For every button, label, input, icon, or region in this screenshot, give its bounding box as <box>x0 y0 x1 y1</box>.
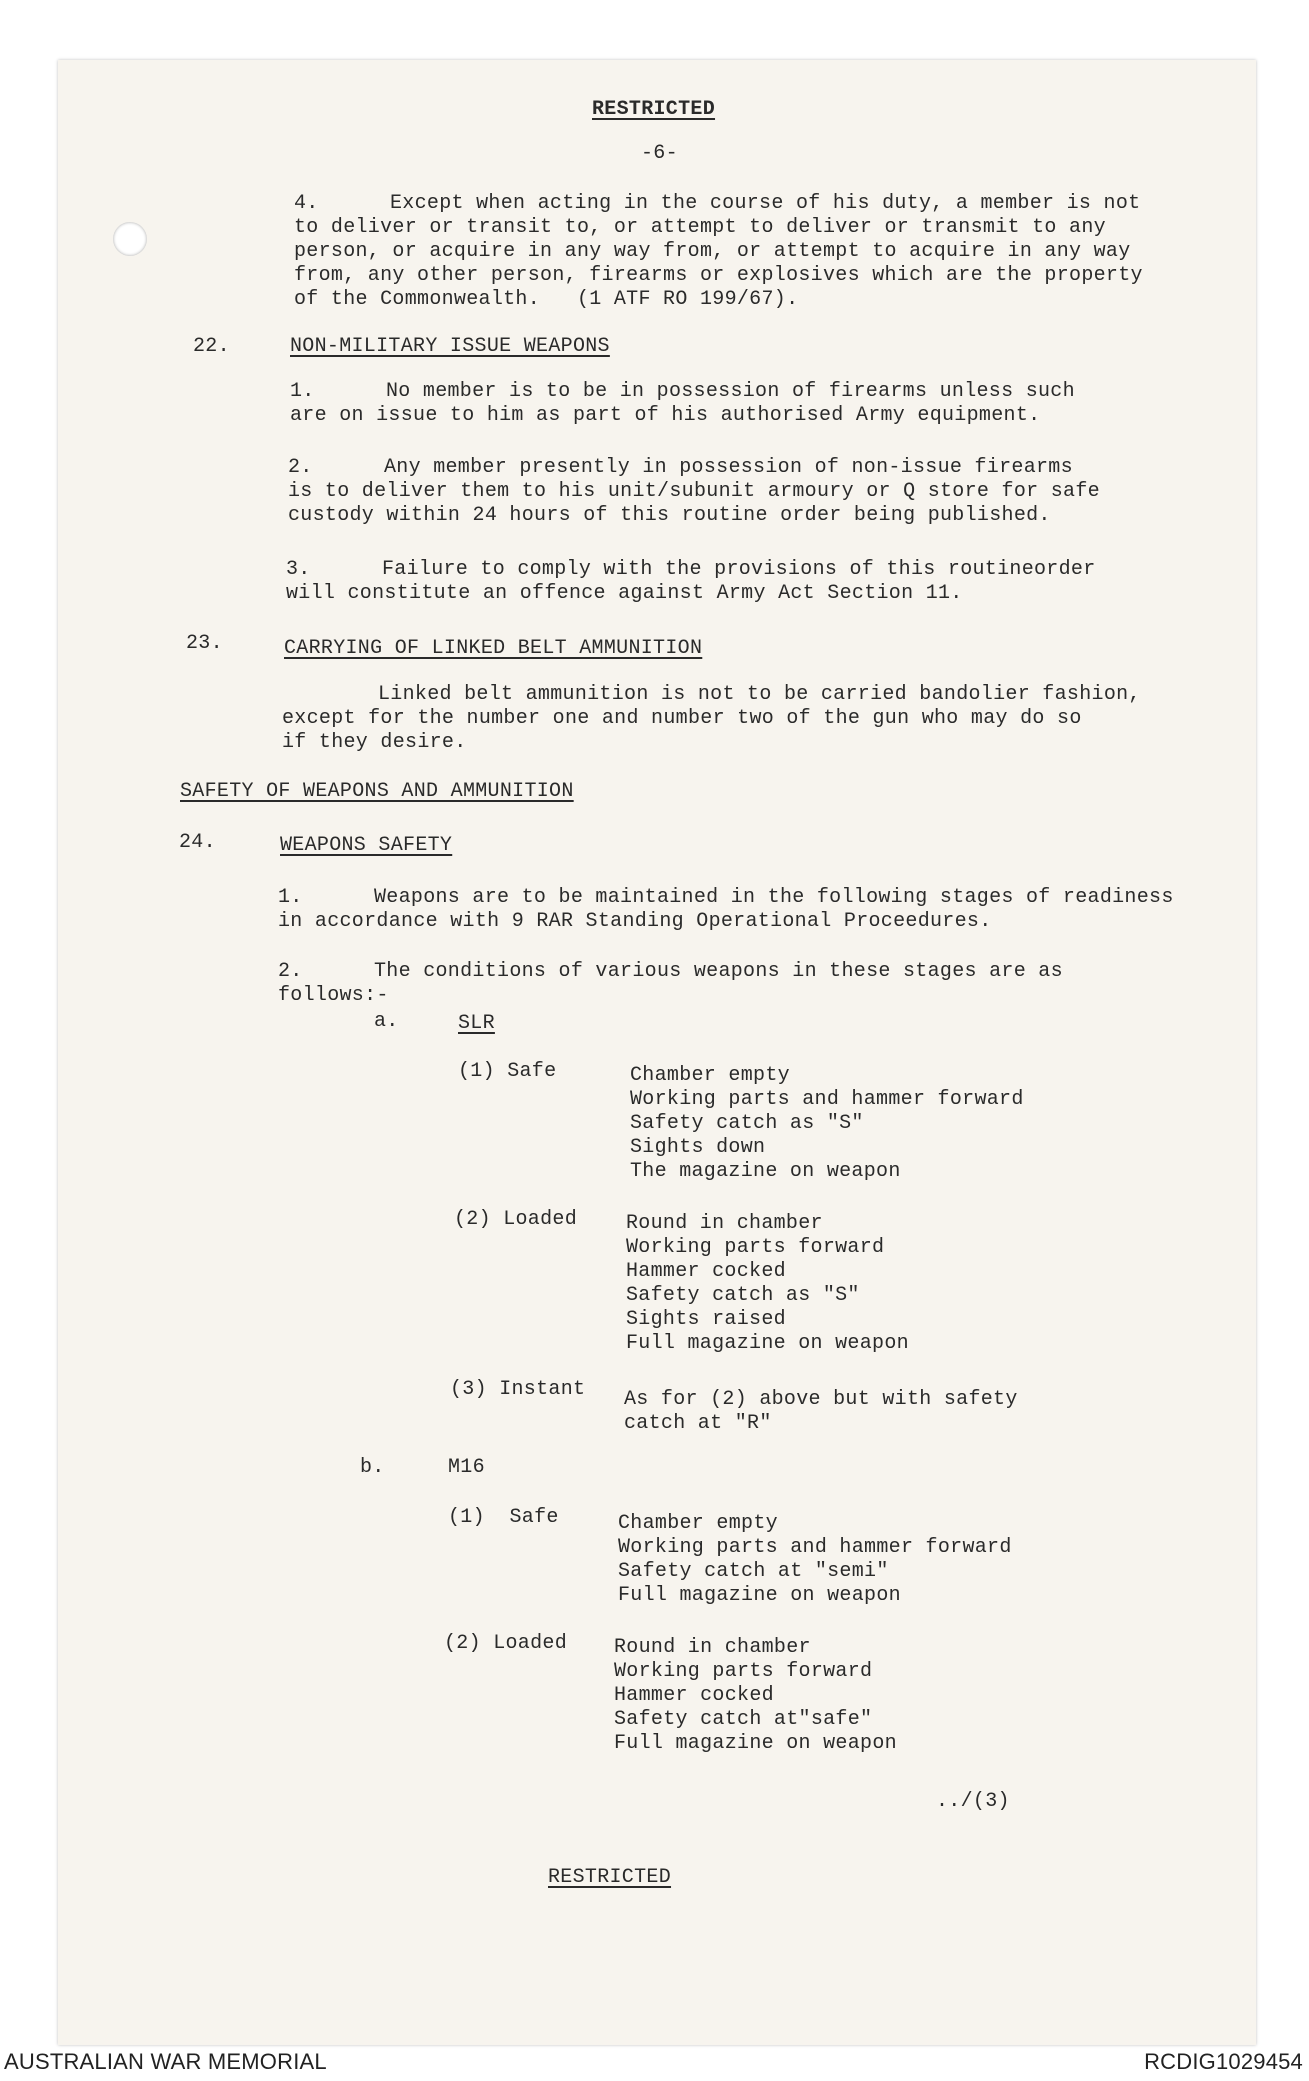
para-line: No member is to be in possession of firearms unless such <box>386 380 1075 403</box>
state-conditions <box>618 1512 1012 1608</box>
classification-footer: RESTRICTED <box>548 1866 672 1889</box>
condition-line: As for (2) above but with safety <box>624 1388 1018 1411</box>
condition-line: Full magazine on weapon <box>626 1332 909 1355</box>
subpara-letter: a. <box>374 1010 399 1033</box>
condition-line: Working parts forward <box>626 1236 885 1259</box>
subpara-letter: b. <box>360 1456 385 1479</box>
para-line: from, any other person, firearms or explosives which are the property <box>294 264 1143 287</box>
para-24-1-text <box>278 886 1174 934</box>
section-number: 22. <box>193 335 230 358</box>
state-conditions <box>630 1064 1024 1184</box>
para-line: follows:- <box>278 984 389 1007</box>
condition-line: Safety catch as "S" <box>626 1284 860 1307</box>
condition-line: Chamber empty <box>630 1064 790 1087</box>
state-conditions <box>626 1212 909 1356</box>
para-24-2-text <box>278 960 1063 1008</box>
para-line: if they desire. <box>282 731 467 754</box>
para-number: 1. <box>290 380 315 403</box>
condition-line: Full magazine on weapon <box>614 1732 897 1755</box>
condition-line: catch at "R" <box>624 1412 772 1435</box>
para-line: is to deliver them to his unit/subunit armoury or Q store for safe <box>288 480 1100 503</box>
para-line: person, or acquire in any way from, or attempt to acquire in any way <box>294 240 1131 263</box>
para-line: Any member presently in possession of non-issue firearms <box>384 456 1073 479</box>
para-number: 1. <box>278 886 303 909</box>
condition-line: Hammer cocked <box>614 1684 774 1707</box>
punch-hole <box>113 222 147 256</box>
para-number: 2. <box>278 960 303 983</box>
document-page <box>58 60 1256 2045</box>
condition-line: Sights raised <box>626 1308 786 1331</box>
para-22-2-text <box>288 456 1100 528</box>
section-title: NON-MILITARY ISSUE WEAPONS <box>290 335 610 358</box>
classification-header: RESTRICTED <box>592 98 716 121</box>
para-line: custody within 24 hours of this routine order being published. <box>288 504 1051 527</box>
condition-line: Working parts and hammer forward <box>618 1536 1012 1559</box>
para-4-text <box>294 192 1143 312</box>
para-line: Linked belt ammunition is not to be carried bandolier fashion, <box>378 683 1141 706</box>
watermark-left: AUSTRALIAN WAR MEMORIAL <box>4 2049 327 2074</box>
para-line: of the Commonwealth. (1 ATF RO 199/67). <box>294 288 799 311</box>
condition-line: The magazine on weapon <box>630 1160 901 1183</box>
condition-line: Working parts and hammer forward <box>630 1088 1024 1111</box>
state-conditions <box>624 1388 1018 1436</box>
state-conditions <box>614 1636 897 1756</box>
condition-line: Full magazine on weapon <box>618 1584 901 1607</box>
condition-line: Hammer cocked <box>626 1260 786 1283</box>
condition-line: Round in chamber <box>614 1636 811 1659</box>
para-23-text <box>282 683 1141 755</box>
weapon-name: M16 <box>448 1456 485 1479</box>
section-title: CARRYING OF LINKED BELT AMMUNITION <box>284 637 703 660</box>
para-line: to deliver or transit to, or attempt to deliver or transmit to any <box>294 216 1106 239</box>
section-heading: SAFETY OF WEAPONS AND AMMUNITION <box>180 780 574 803</box>
watermark-right: RCDIG1029454 <box>1144 2049 1303 2074</box>
para-line: are on issue to him as part of his authorised Army equipment. <box>290 404 1041 427</box>
state-label: (2) Loaded <box>444 1632 568 1655</box>
weapon-name: SLR <box>458 1012 495 1035</box>
state-label: (1) Safe <box>458 1060 557 1083</box>
state-label: (3) Instant <box>450 1378 586 1401</box>
para-number: 4. <box>294 192 319 215</box>
condition-line: Safety catch at"safe" <box>614 1708 873 1731</box>
para-line: will constitute an offence against Army Act Section 11. <box>286 582 963 605</box>
condition-line: Safety catch at "semi" <box>618 1560 889 1583</box>
state-label: (2) Loaded <box>454 1208 578 1231</box>
para-line: except for the number one and number two of the gun who may do so <box>282 707 1082 730</box>
continuation-marker: ../(3) <box>936 1790 1010 1813</box>
state-label: (1) Safe <box>448 1506 559 1529</box>
section-number: 23. <box>186 632 223 655</box>
condition-line: Working parts forward <box>614 1660 873 1683</box>
para-22-3-text <box>286 558 1096 606</box>
para-line: Except when acting in the course of his duty, a member is not <box>390 192 1141 215</box>
para-line: Weapons are to be maintained in the following stages of readiness <box>374 886 1174 909</box>
condition-line: Sights down <box>630 1136 766 1159</box>
condition-line: Chamber empty <box>618 1512 778 1535</box>
para-line: The conditions of various weapons in these stages are as <box>374 960 1063 983</box>
page-number: -6- <box>641 142 678 165</box>
para-number: 2. <box>288 456 313 479</box>
para-line: in accordance with 9 RAR Standing Operational Proceedures. <box>278 910 992 933</box>
condition-line: Safety catch as "S" <box>630 1112 864 1135</box>
para-22-1-text <box>290 380 1075 428</box>
para-number: 3. <box>286 558 311 581</box>
condition-line: Round in chamber <box>626 1212 823 1235</box>
para-line: Failure to comply with the provisions of this routineorder <box>382 558 1096 581</box>
section-number: 24. <box>179 831 216 854</box>
section-title: WEAPONS SAFETY <box>280 834 453 857</box>
